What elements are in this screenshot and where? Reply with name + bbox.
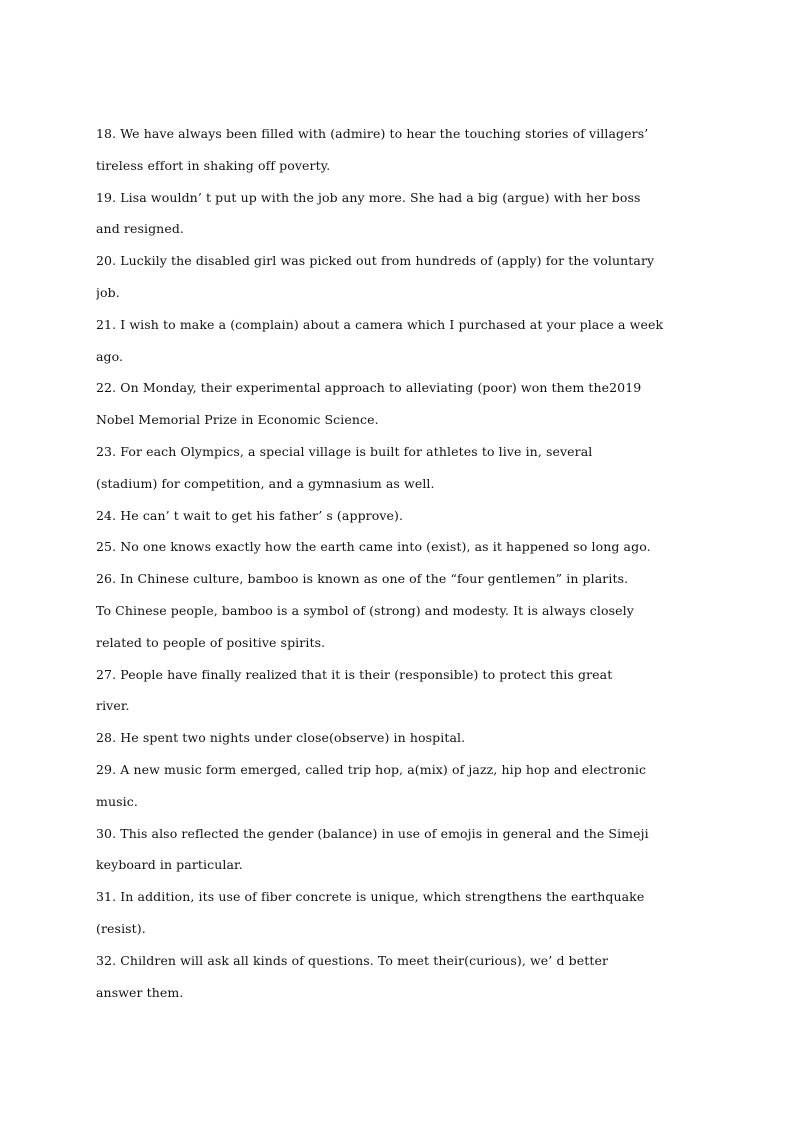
text-line: 30. This also reflected the gender (balance) in use of emojis in general and the Simeji: [96, 825, 649, 841]
text-line: ago.: [96, 348, 124, 364]
text-line: 22. On Monday, their experimental approach to alleviating (poor) won them the2019: [96, 380, 642, 396]
text-line: 29. A new music form emerged, called trip hop, a(mix) of jazz, hip hop and electronic: [96, 761, 647, 777]
text-line: 28. He spent two nights under close(observe) in hospital.: [96, 730, 466, 746]
text-line: To Chinese people, bamboo is a symbol of (strong) and modesty. It is always closely: [96, 602, 634, 618]
text-line: 25. No one knows exactly how the earth came into (exist), as it happened so long ago.: [96, 539, 651, 555]
text-line: 26. In Chinese culture, bamboo is known as one of the “four gentlemen” in plarits.: [96, 571, 629, 587]
text-line: 23. For each Olympics, a special village is built for athletes to live in, several: [96, 443, 593, 459]
text-line: 31. In addition, its use of fiber concrete is unique, which strengthens the earthquake: [96, 889, 645, 905]
text-line: tireless effort in shaking off poverty.: [96, 157, 331, 173]
text-line: job.: [96, 284, 120, 300]
text-line: 18. We have always been filled with (admire) to hear the touching stories of villagers’: [96, 126, 649, 141]
document-page: [96, 118, 678, 1008]
text-line: 27. People have finally realized that it is their (responsible) to protect this great: [96, 666, 613, 682]
text-line: (resist).: [96, 920, 146, 936]
text-line: 20. Luckily the disabled girl was picked out from hundreds of (apply) for the voluntary: [96, 253, 655, 269]
text-line: 21. I wish to make a (complain) about a camera which I purchased at your place a week: [96, 316, 664, 332]
text-line: answer them.: [96, 984, 184, 1000]
text-line: and resigned.: [96, 221, 184, 237]
text-line: music.: [96, 793, 138, 809]
text-line: 24. He can’ t wait to get his father’ s (approve).: [96, 507, 404, 523]
text-line: river.: [96, 698, 130, 714]
text-line: Nobel Memorial Prize in Economic Science.: [96, 412, 379, 428]
text-line: (stadium) for competition, and a gymnasium as well.: [96, 475, 435, 491]
text-line: 32. Children will ask all kinds of questions. To meet their(curious), we’ d better: [96, 952, 609, 968]
text-line: keyboard in particular.: [96, 857, 243, 873]
text-line: 19. Lisa wouldn’ t put up with the job any more. She had a big (argue) with her boss: [96, 189, 641, 205]
text-line: related to people of positive spirits.: [96, 634, 326, 650]
